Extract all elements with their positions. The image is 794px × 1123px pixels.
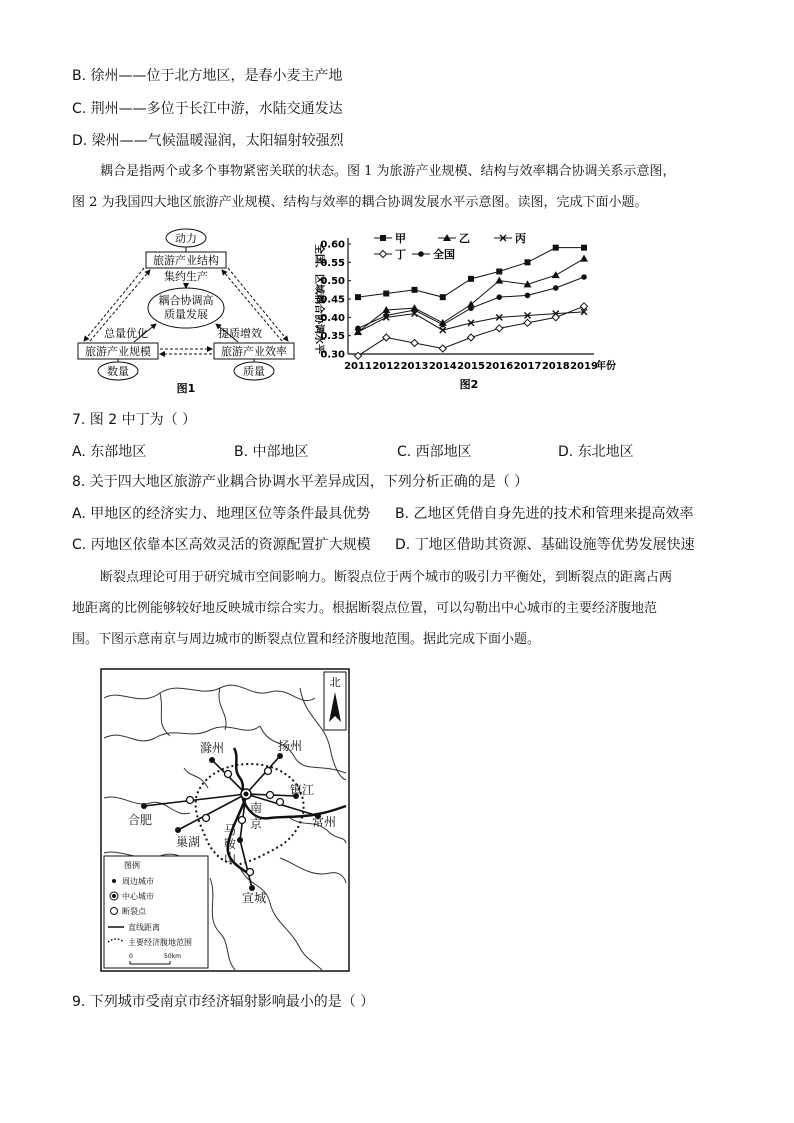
legend-item: 断裂点	[122, 907, 146, 916]
box-structure-label: 旅游产业结构	[153, 254, 219, 267]
x-tick-label: 2016	[485, 361, 514, 372]
label-quality-efficiency: 提质增效	[218, 327, 262, 340]
label-nanjing-1: 南	[250, 801, 263, 815]
x-axis-suffix: 年份	[596, 361, 616, 372]
y-tick-label: 0.60	[320, 239, 345, 251]
box-efficiency-label: 旅游产业效率	[221, 345, 287, 358]
series-0-point	[581, 245, 587, 251]
city-dot	[237, 837, 243, 843]
series-0-point	[355, 294, 361, 300]
series-0-point	[440, 294, 446, 300]
series-0-point	[468, 276, 474, 282]
legend-item: 周边城市	[122, 877, 154, 886]
x-tick-label: 2019	[570, 361, 598, 372]
option-d-q6[interactable]: D. 梁州——气候温暖湿润，太阳辐射较强烈	[72, 133, 344, 149]
label-maanshan-2: 鞍	[224, 837, 237, 851]
center-line-1: 耦合协调高	[158, 294, 214, 307]
series-3-point	[468, 334, 475, 341]
legend-item: 中心城市	[122, 892, 154, 901]
city-dot	[277, 753, 283, 759]
label-xuancheng: 宣城	[242, 891, 267, 905]
passage-coupling	[72, 156, 722, 218]
scale-label: 50km	[164, 953, 181, 960]
y-axis-label: 全国、区域耦合协调水平	[313, 244, 324, 354]
series-3-point	[383, 334, 390, 341]
label-intensive: 集约生产	[164, 270, 208, 283]
legend-label: 甲	[395, 232, 406, 245]
series-4-point	[383, 313, 389, 319]
passage-breakpoint	[72, 562, 722, 655]
label-zhenjiang: 镇江	[290, 783, 315, 797]
y-tick-label: 0.40	[320, 312, 345, 324]
series-4-point	[440, 322, 446, 328]
q8-option-a[interactable]: A. 甲地区的经济实力、地理区位等条件最具优势	[72, 506, 371, 522]
legend-city-icon	[112, 879, 116, 883]
series-line-1	[358, 259, 584, 332]
passage-line: 地距离的比例能够较好地反映城市综合实力。根据断裂点位置，可以勾勒出中心城市的主要经济腹地范	[72, 601, 658, 616]
label-chaohu: 巢湖	[176, 835, 201, 849]
nanjing-hinterland-map	[100, 668, 350, 972]
city-dot	[141, 803, 147, 809]
legend-item: 主要经济腹地范围	[128, 938, 192, 947]
label-hefei: 合肥	[128, 813, 153, 827]
x-tick-label: 2017	[513, 361, 542, 372]
series-4-point	[496, 294, 502, 300]
y-tick-label: 0.35	[320, 331, 345, 343]
series-4-point	[468, 305, 474, 311]
legend-label: 丁	[395, 248, 406, 261]
q9-stem: 9. 下列城市受南京市经济辐射影响最小的是（ ）	[72, 994, 375, 1010]
city-dot	[175, 827, 181, 833]
passage-line: 图 2 为我国四大地区旅游产业规模、结构与效率的耦合协调发展水平示意图。读图，完成下面小题。	[72, 195, 648, 210]
x-tick-label: 2015	[457, 361, 485, 372]
series-4-point	[553, 285, 559, 291]
break-point	[239, 817, 246, 824]
y-tick-label: 0.30	[320, 349, 345, 361]
label-nanjing-2: 京	[250, 817, 263, 831]
x-tick-label: 2012	[372, 361, 401, 372]
series-0-point	[525, 259, 531, 265]
city-dot	[209, 757, 215, 763]
legend-label: 丙	[515, 232, 526, 245]
series-3-point	[524, 319, 531, 326]
central-city-dot	[244, 792, 249, 797]
break-point	[277, 799, 284, 806]
series-1-point	[495, 277, 503, 284]
series-1-point	[552, 271, 560, 278]
figure-1-caption: 图1	[176, 382, 196, 395]
legend-marker	[418, 251, 424, 257]
label-maanshan-3: 山	[224, 851, 237, 865]
center-line-2: 质量发展	[164, 308, 208, 321]
break-point	[203, 815, 210, 822]
scale-zero: 0	[129, 953, 133, 960]
x-tick-label: 2018	[541, 361, 570, 372]
legend-title: 图例	[124, 861, 140, 870]
series-0-point	[553, 245, 559, 251]
x-tick-label: 2013	[400, 361, 429, 372]
series-2-point	[440, 327, 446, 333]
map-legend	[104, 856, 208, 968]
series-3-point	[439, 345, 446, 352]
q7-option-b[interactable]: B. 中部地区	[234, 444, 309, 460]
series-3-point	[411, 340, 418, 347]
series-0-point	[496, 269, 502, 275]
legend-label: 乙	[459, 232, 470, 245]
label-yangzhou: 扬州	[278, 739, 303, 753]
legend-item: 直线距离	[128, 923, 160, 932]
break-point	[225, 771, 232, 778]
q7-stem: 7. 图 2 中丁为（ ）	[72, 412, 197, 428]
break-point	[247, 869, 254, 876]
x-tick-label: 2014	[428, 361, 457, 372]
q8-option-c[interactable]: C. 丙地区依靠本区高效灵活的资源配置扩大规模	[72, 537, 371, 553]
series-4-point	[412, 307, 418, 313]
series-3-point	[552, 314, 559, 321]
break-point	[187, 797, 194, 804]
legend-breakpoint-icon	[111, 908, 118, 915]
label-chuzhou: 滁州	[200, 741, 225, 755]
passage-line: 围。下图示意南京与周边城市的断裂点位置和经济腹地范围。据此完成下面小题。	[72, 632, 541, 647]
series-0-point	[412, 287, 418, 293]
series-4-point	[525, 293, 531, 299]
label-changzhou: 常州	[312, 815, 337, 829]
tag-quantity: 数量	[107, 365, 129, 378]
y-tick-label: 0.55	[320, 257, 345, 269]
label-maanshan-1: 马	[224, 823, 237, 837]
q8-option-d[interactable]: D. 丁地区借助其资源、基础设施等优势发展快速	[395, 537, 695, 553]
legend-label: 全国	[433, 248, 455, 261]
q8-option-b[interactable]: B. 乙地区凭借自身先进的技术和管理来提高效率	[395, 506, 694, 522]
q7-option-d[interactable]: D. 东北地区	[558, 444, 634, 460]
series-0-point	[383, 291, 389, 297]
break-point	[265, 768, 272, 775]
figure-2-caption: 图2	[459, 378, 479, 391]
tag-dynamic: 动力	[175, 232, 197, 245]
y-tick-label: 0.50	[320, 276, 345, 288]
series-4-point	[355, 326, 361, 332]
series-3-point	[496, 325, 503, 332]
figure-1-coupling-diagram	[74, 226, 304, 396]
legend-marker	[380, 251, 387, 258]
north-label: 北	[329, 676, 341, 689]
y-tick-label: 0.45	[320, 294, 345, 306]
tag-quality: 质量	[243, 365, 265, 378]
q7-option-a[interactable]: A. 东部地区	[72, 444, 147, 460]
series-1-point	[580, 255, 588, 262]
option-c-q6[interactable]: C. 荆州——多位于长江中游，水陆交通发达	[72, 101, 343, 117]
q8-stem: 8. 关于四大地区旅游产业耦合协调水平差异成因，下列分析正确的是（ ）	[72, 474, 529, 490]
box-scale-label: 旅游产业规模	[85, 345, 151, 358]
label-total-optimize: 总量优化	[104, 327, 148, 340]
legend-marker	[380, 235, 386, 241]
legend-center-dot	[112, 894, 116, 898]
q7-option-c[interactable]: C. 西部地区	[397, 444, 472, 460]
passage-line: 断裂点理论可用于研究城市空间影响力。断裂点位于两个城市的吸引力平衡处，到断裂点的距离占两	[100, 570, 673, 585]
series-3-point	[355, 352, 362, 359]
figure-2-line-chart	[304, 230, 624, 396]
passage-line: 耦合是指两个或多个事物紧密关联的状态。图 1 为旅游产业规模、结构与效率耦合协调关系示意图，	[100, 164, 676, 179]
break-point	[267, 792, 274, 799]
series-4-point	[581, 274, 587, 280]
x-tick-label: 2011	[344, 361, 372, 372]
option-b-q6[interactable]: B. 徐州——位于北方地区，是春小麦主产地	[72, 68, 343, 84]
